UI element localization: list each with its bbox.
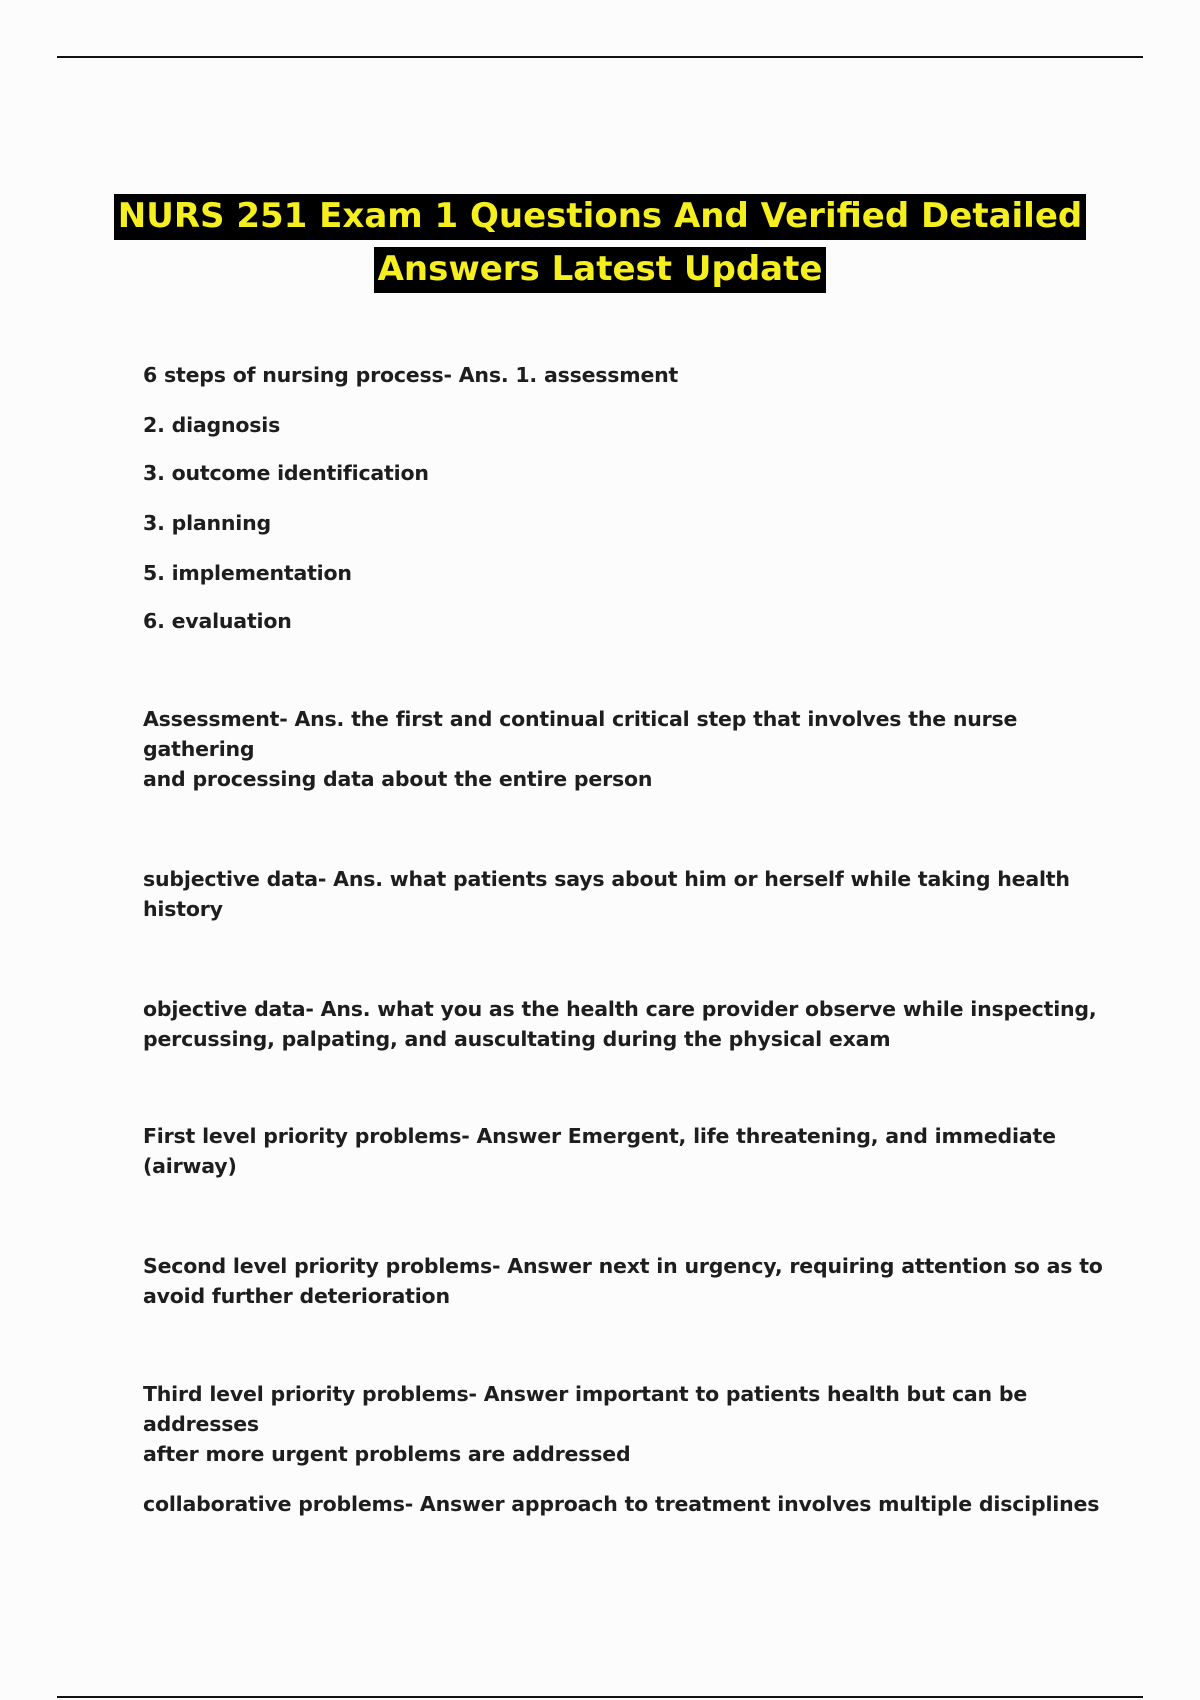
qa-entry [143,1379,1103,1469]
steps-line: 3. outcome identification [143,461,429,485]
qa-line: Third level priority problems- Answer important to patients health but can be addresses [143,1382,1028,1436]
qa-line: objective data- Ans. what you as the health care provider observe while inspecting, [143,997,1097,1021]
steps-line: 6. evaluation [143,609,292,633]
document-body [143,360,1103,1519]
qa-entry [143,864,1103,924]
qa-line: First level priority problems- Answer Emergent, life threatening, and immediate (airway) [143,1124,1056,1178]
qa-entry [143,1121,1103,1181]
steps-line: 2. diagnosis [143,413,281,437]
qa-line: percussing, palpating, and auscultating during the physical exam [143,1027,891,1051]
qa-entry [143,1251,1103,1311]
page-title [0,190,1200,296]
qa-entry [143,994,1103,1054]
qa-line: Assessment- Ans. the first and continual critical step that involves the nurse gathering [143,707,1018,761]
steps-line: 6 steps of nursing process- Ans. 1. assessment [143,363,679,387]
steps-line: 3. planning [143,511,272,535]
qa-line: after more urgent problems are addressed [143,1442,631,1466]
qa-line: Second level priority problems- Answer next in urgency, requiring attention so as to [143,1254,1103,1278]
steps-line: 5. implementation [143,561,352,585]
qa-line: and processing data about the entire person [143,767,653,791]
qa-line: collaborative problems- Answer approach to treatment involves multiple disciplines [143,1492,1100,1516]
bottom-divider [57,1696,1143,1698]
top-divider [57,56,1143,58]
qa-entry [143,1489,1103,1519]
title-line-2: Answers Latest Update [374,247,827,293]
qa-line: subjective data- Ans. what patients says about him or herself while taking health history [143,867,1070,921]
qa-line: avoid further deterioration [143,1284,450,1308]
qa-entry [143,704,1103,794]
title-line-1: NURS 251 Exam 1 Questions And Verified Detailed [114,194,1086,240]
